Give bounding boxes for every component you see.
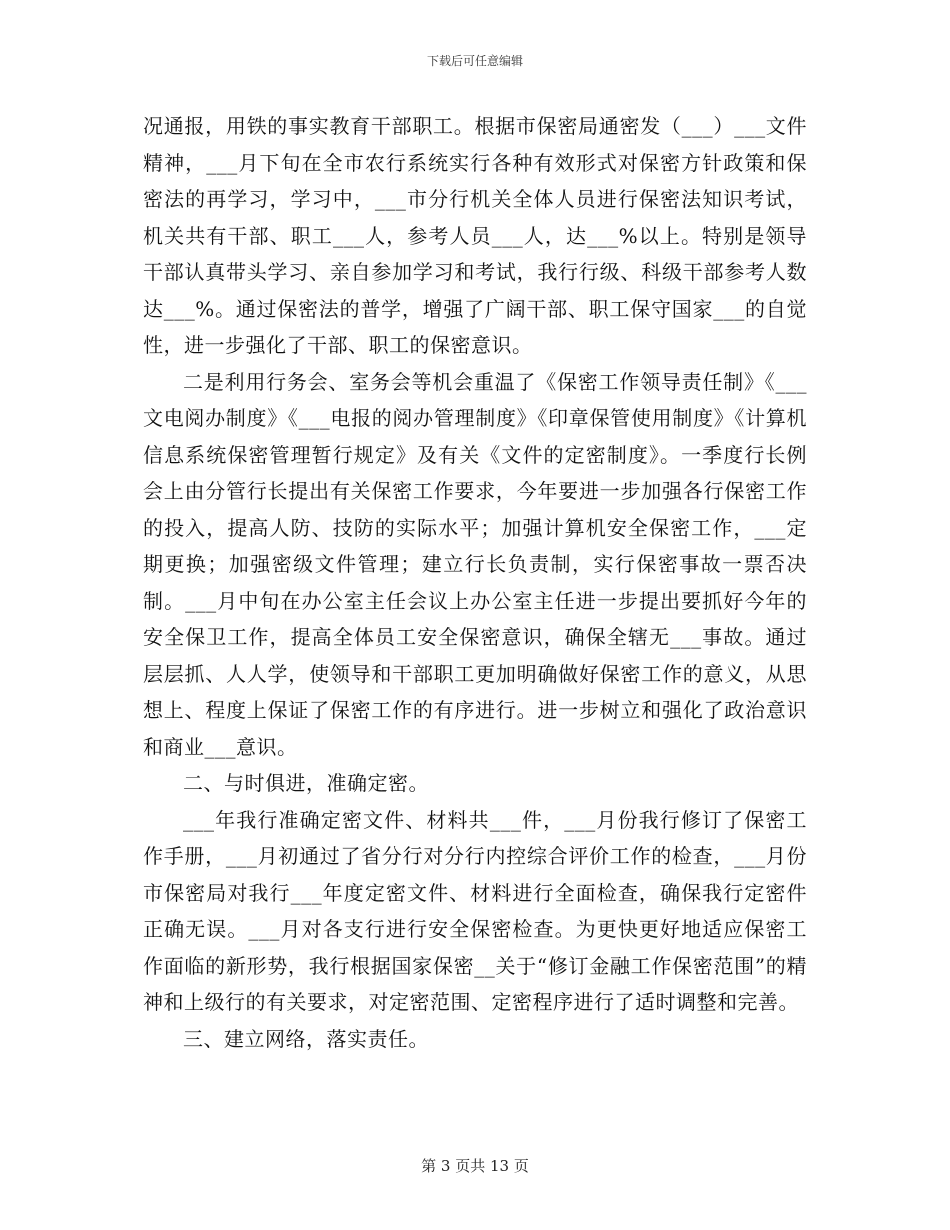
page-footer: 第 3 页共 13 页 bbox=[421, 1157, 529, 1175]
section-heading: 三、建立网络，落实责任。 bbox=[183, 1026, 429, 1051]
document-body bbox=[143, 108, 807, 1057]
section-heading: 二、与时俱进，准确定密。 bbox=[183, 771, 429, 795]
body-paragraph: 况通报，用铁的事实教育干部职工。根据市保密局通密发（___）___文件精神，___月下旬在全市农行系统实行各种有效形式对保密方针政策和保密法的再学习，学习中，___市分行机关全体人员进行保密法知识考试，机关共有干部、职工___人，参考人员___人，达___%以上。特别是领导干部认真带头学习、亲自参加学习和考试，我行行级、科级干部参考人数达___%。通过保密法的普学，增强了广阔干部、职工保守国家___的自觉性，进一步强化了干部、职工的保密意识。 bbox=[143, 114, 807, 357]
body-paragraph: 二是利用行务会、室务会等机会重温了《保密工作领导责任制》《___文电阅办制度》《___电报的阅办管理制度》《印章保管使用制度》《计算机信息系统保密管理暂行规定》及有关《文件的定密制度》。一季度行长例会上由分管行长提出有关保密工作要求，今年要进一步加强各行保密工作的投入，提高人防、技防的实际水平；加强计算机安全保密工作，___定期更换；加强密级文件管理；建立行长负责制，实行保密事故一票否决制。___月中旬在办公室主任会议上办公室主任进一步提出要抓好今年的安全保卫工作，提高全体员工安全保密意识，确保全辖无___事故。通过层层抓、人人学，使领导和干部职工更加明确做好保密工作的意义，从思想上、程度上保证了保密工作的有序进行。进一步树立和强化了政治意识和商业___意识。 bbox=[143, 369, 807, 759]
body-paragraph: ___年我行准确定密文件、材料共___件，___月份我行修订了保密工作手册，___月初通过了省分行对分行内控综合评价工作的检查，___月份市保密局对我行___年度定密文件、材料进行全面检查，确保我行定密件正确无误。___月对各支行进行安全保密检查。为更快更好地适应保密工作面临的新形势，我行根据国家保密__关于“修订金融工作保密范围”的精神和上级行的有关要求，对定密范围、定密程序进行了适时调整和完善。 bbox=[143, 807, 807, 1014]
page-header: 下载后可任意编辑 bbox=[426, 54, 523, 68]
